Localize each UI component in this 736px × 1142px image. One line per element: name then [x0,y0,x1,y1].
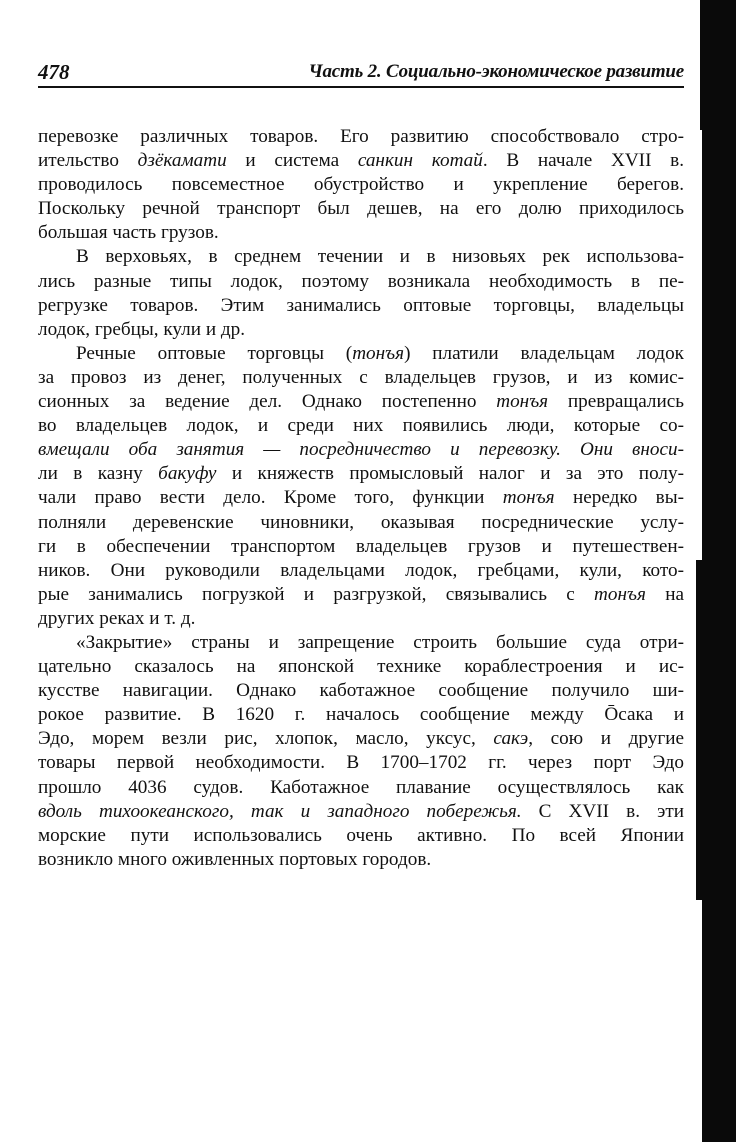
text-line: рокое развитие. В 1620 г. началось сообщение между Ōсака и [38,704,684,726]
text-line: большая часть грузов. [38,222,219,244]
text-line: ги в обеспечении транспортом владельцев грузов и путешествен- [38,535,684,557]
text-line: цательно сказалось на японской технике кораблестроения и ис- [38,656,684,678]
text-line: ительство дзёкамати и система санкин котай. В начале XVII в. [38,150,685,172]
text-line: чали право вести дело. Кроме того, функции тонъя нередко вы- [38,487,684,509]
text-line: В верховьях, в среднем течении и в низовьях рек использова- [76,246,684,268]
running-title: Часть 2. Социально-экономическое развитие [308,61,684,82]
text-line: за провоз из денег, полученных с владельцев грузов, и из комис- [38,366,684,388]
page-number: 478 [38,60,70,84]
scan-shadow-edge [696,560,706,900]
text-line: сионных за ведение дел. Однако постепенно тонъя превращались [38,391,685,413]
text-line: кусстве навигации. Однако каботажное сообщение получило ши- [38,680,684,702]
text-line: лись разные типы лодок, поэтому возникала необходимость в пе- [38,270,684,292]
text-line: регрузке товаров. Этим занимались оптовые торговцы, владельцы [38,294,684,316]
text-line: полняли деревенские чиновники, оказывая посреднические услу- [38,511,684,533]
text-line: проводилось повсеместное обустройство и укрепление берегов. [38,174,684,196]
text-line: Эдо, морем везли рис, хлопок, масло, уксус, сакэ, сою и другие [38,728,684,750]
text-line: прошло 4036 судов. Каботажное плавание осуществлялось как [38,776,684,798]
text-line: ли в казну бакуфу и княжеств промысловый налог и за это полу- [38,463,684,485]
text-line: «Закрытие» страны и запрещение строить большие суда отри- [76,631,684,653]
text-line: ников. Они руководили владельцами лодок, гребцами, кули, кото- [38,559,684,581]
text-line: рые занимались погрузкой и разгрузкой, связывались с тонъя на [38,583,684,605]
scan-shadow-edge [702,0,736,1142]
body-text [38,125,684,872]
paragraph [38,631,684,872]
text-line: товары первой необходимости. В 1700–1702 гг. через порт Эдо [38,752,684,774]
paragraph [38,342,684,631]
text-line: Речные оптовые торговцы (тонъя) платили владельцам лодок [76,342,684,364]
text-line: во владельцев лодок, и среди них появились люди, которые со- [38,415,684,437]
text-line: лодок, гребцы, кули и др. [38,318,246,340]
scan-shadow-edge [700,0,706,130]
text-line: перевозке различных товаров. Его развитию способствовало стро- [38,126,684,147]
text-line: вмещали оба занятия — посредничество и перевозку. Они вноси- [38,439,684,461]
paragraph [38,125,684,245]
text-line: других реках и т. д. [38,607,196,629]
page-header [38,58,684,88]
text-line: морские пути использовались очень активно. По всей Японии [38,824,684,846]
text-line: вдоль тихоокеанского, так и западного побережья. С XVII в. эти [38,800,684,822]
text-line: возникло много оживленных портовых городов. [38,848,432,870]
paragraph [38,245,684,341]
text-line: Поскольку речной транспорт был дешев, на его долю приходилось [38,198,684,220]
